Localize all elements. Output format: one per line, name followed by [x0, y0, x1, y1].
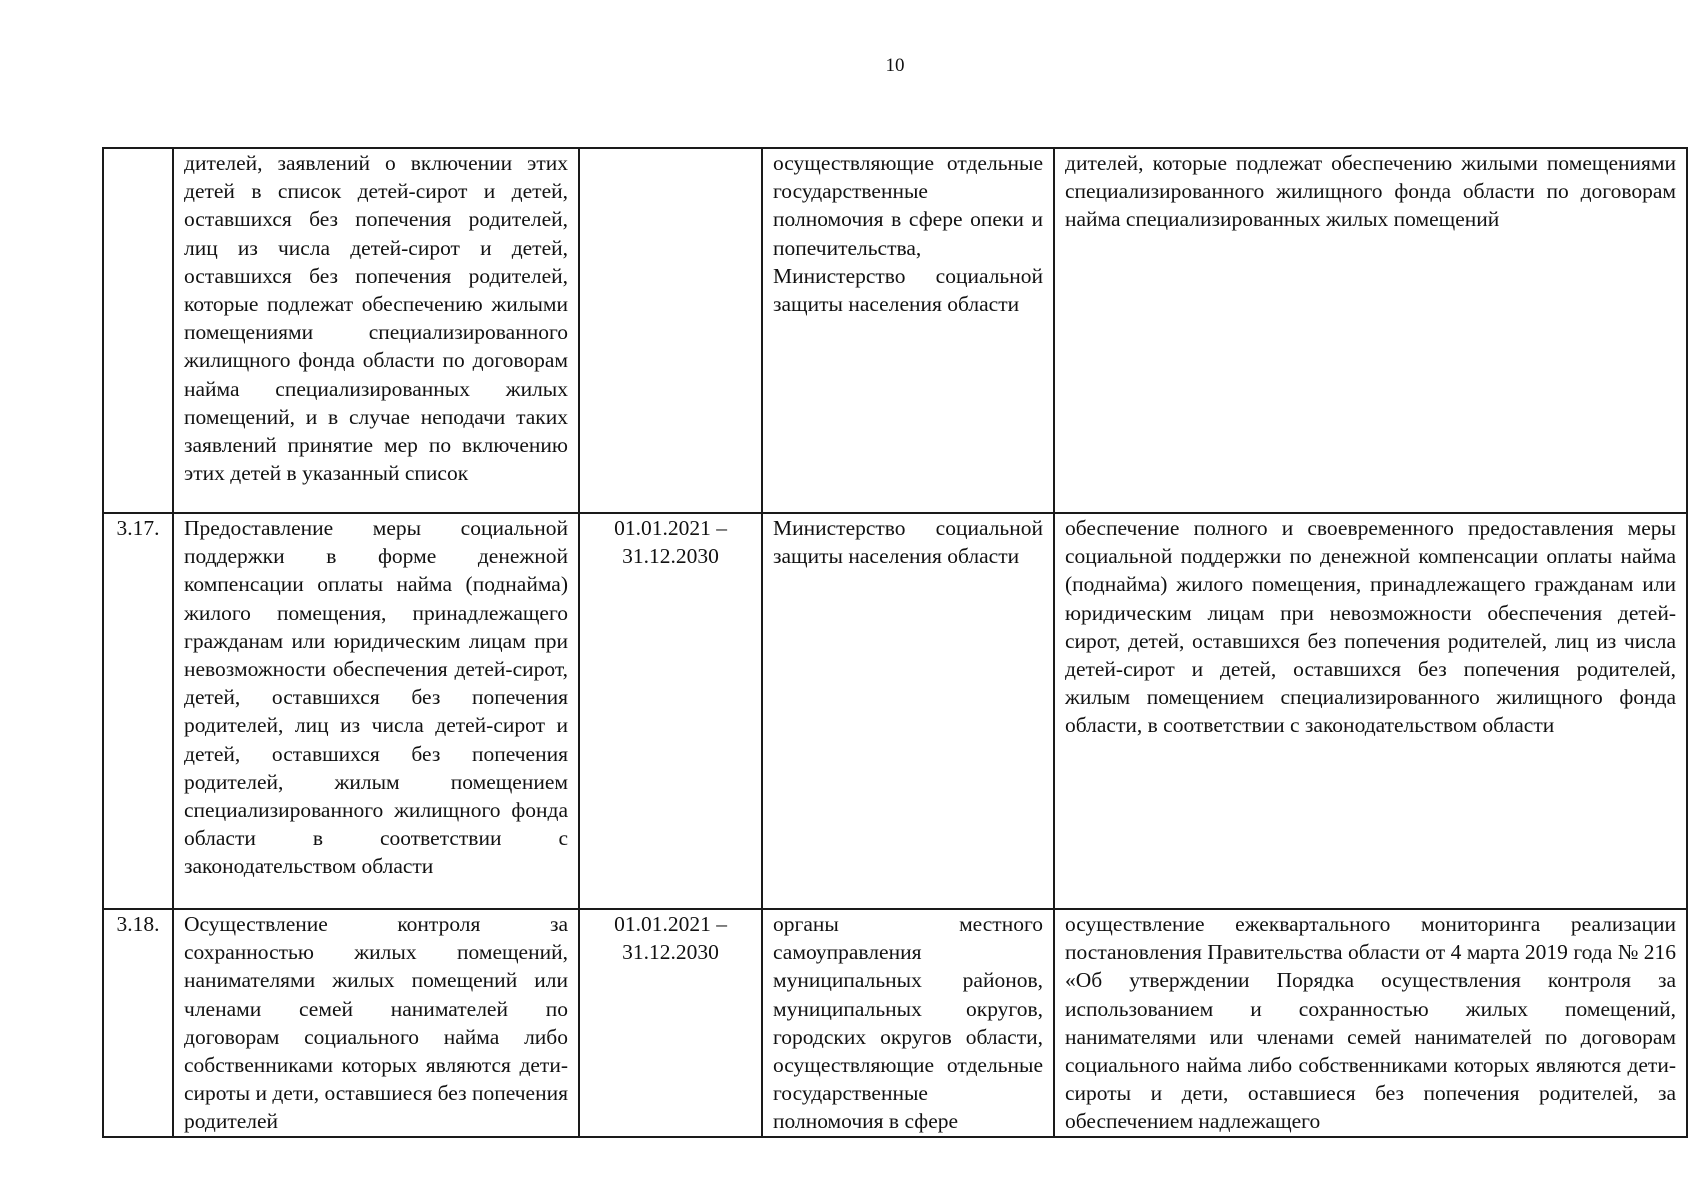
term-end: 31.12.2030: [622, 544, 719, 569]
result-cell: дителей, которые подлежат обеспечению жилыми помещениями специализированного жилищного фонда области по договорам найма специализированных жилых помещений: [1054, 148, 1687, 513]
term-end: 31.12.2030: [622, 940, 719, 965]
table-row: [103, 909, 1687, 1137]
page-number: 10: [885, 55, 905, 76]
executor-cell: осуществляющие отдельные государственные полномочия в сфере опеки и попечительства, Министерство социальной защиты населения области: [762, 148, 1054, 513]
result-cell: обеспечение полного и своевременного предоставления меры социальной поддержки по денежной компенсации оплаты найма (поднайма) жилого помещения, принадлежащего гражданам или юридическим лицам при невозможности обеспечения детей-сирот, детей, оставшихся без попечения родителей, лиц из числа детей-сирот и детей, оставшихся без попечения родителей, жилым помещением специализированного жилищного фонда области, в соответствии с законодательством области: [1054, 513, 1687, 909]
term-cell: [579, 513, 762, 909]
term-cell: [579, 909, 762, 1137]
executor-cell: органы местного самоуправления муниципальных районов, муниципальных округов, городских округов области, осуществляющие отдельные государственные полномочия в сфере: [762, 909, 1054, 1137]
executor-cell: Министерство социальной защиты населения области: [762, 513, 1054, 909]
term-start: 01.01.2021 –: [614, 912, 727, 936]
term-start: 01.01.2021 –: [614, 516, 727, 540]
term-cell: [579, 148, 762, 513]
activity-cell: Предоставление меры социальной поддержки в форме денежной компенсации оплаты найма (поднайма) жилого помещения, принадлежащего гражданам или юридическим лицам при невозможности обеспечения детей-сирот, детей, оставшихся без попечения родителей, лиц из числа детей-сирот и детей, оставшихся без попечения родителей, жилым помещением специализированного жилищного фонда области в соответствии с законодательством области: [173, 513, 579, 909]
row-number-cell: 3.18.: [103, 909, 173, 1137]
measures-table: [102, 147, 1688, 1138]
result-cell: осуществление ежеквартального мониторинга реализации постановления Правительства области от 4 марта 2019 года № 216 «Об утверждении Порядка осуществления контроля за использованием и сохранностью жилых помещений, нанимателями или членами семей нанимателей по договорам социального найма либо собственниками которых являются дети-сироты и дети, оставшиеся без попечения родителей, за обеспечением надлежащего: [1054, 909, 1687, 1137]
table-row: [103, 513, 1687, 909]
row-number-cell: [103, 148, 173, 513]
activity-cell: дителей, заявлений о включении этих детей в список детей-сирот и детей, оставшихся без попечения родителей, лиц из числа детей-сирот и детей, оставшихся без попечения родителей, которые подлежат обеспечению жилыми помещениями специализированного жилищного фонда области по договорам найма специализированных жилых помещений, и в случае неподачи таких заявлений принятие мер по включению этих детей в указанный список: [173, 148, 579, 513]
activity-cell: Осуществление контроля за сохранностью жилых помещений, нанимателями жилых помещений или членами семей нанимателей по договорам социального найма либо собственниками которых являются дети-сироты и дети, оставшиеся без попечения родителей: [173, 909, 579, 1137]
table-row: [103, 148, 1687, 513]
row-number-cell: 3.17.: [103, 513, 173, 909]
